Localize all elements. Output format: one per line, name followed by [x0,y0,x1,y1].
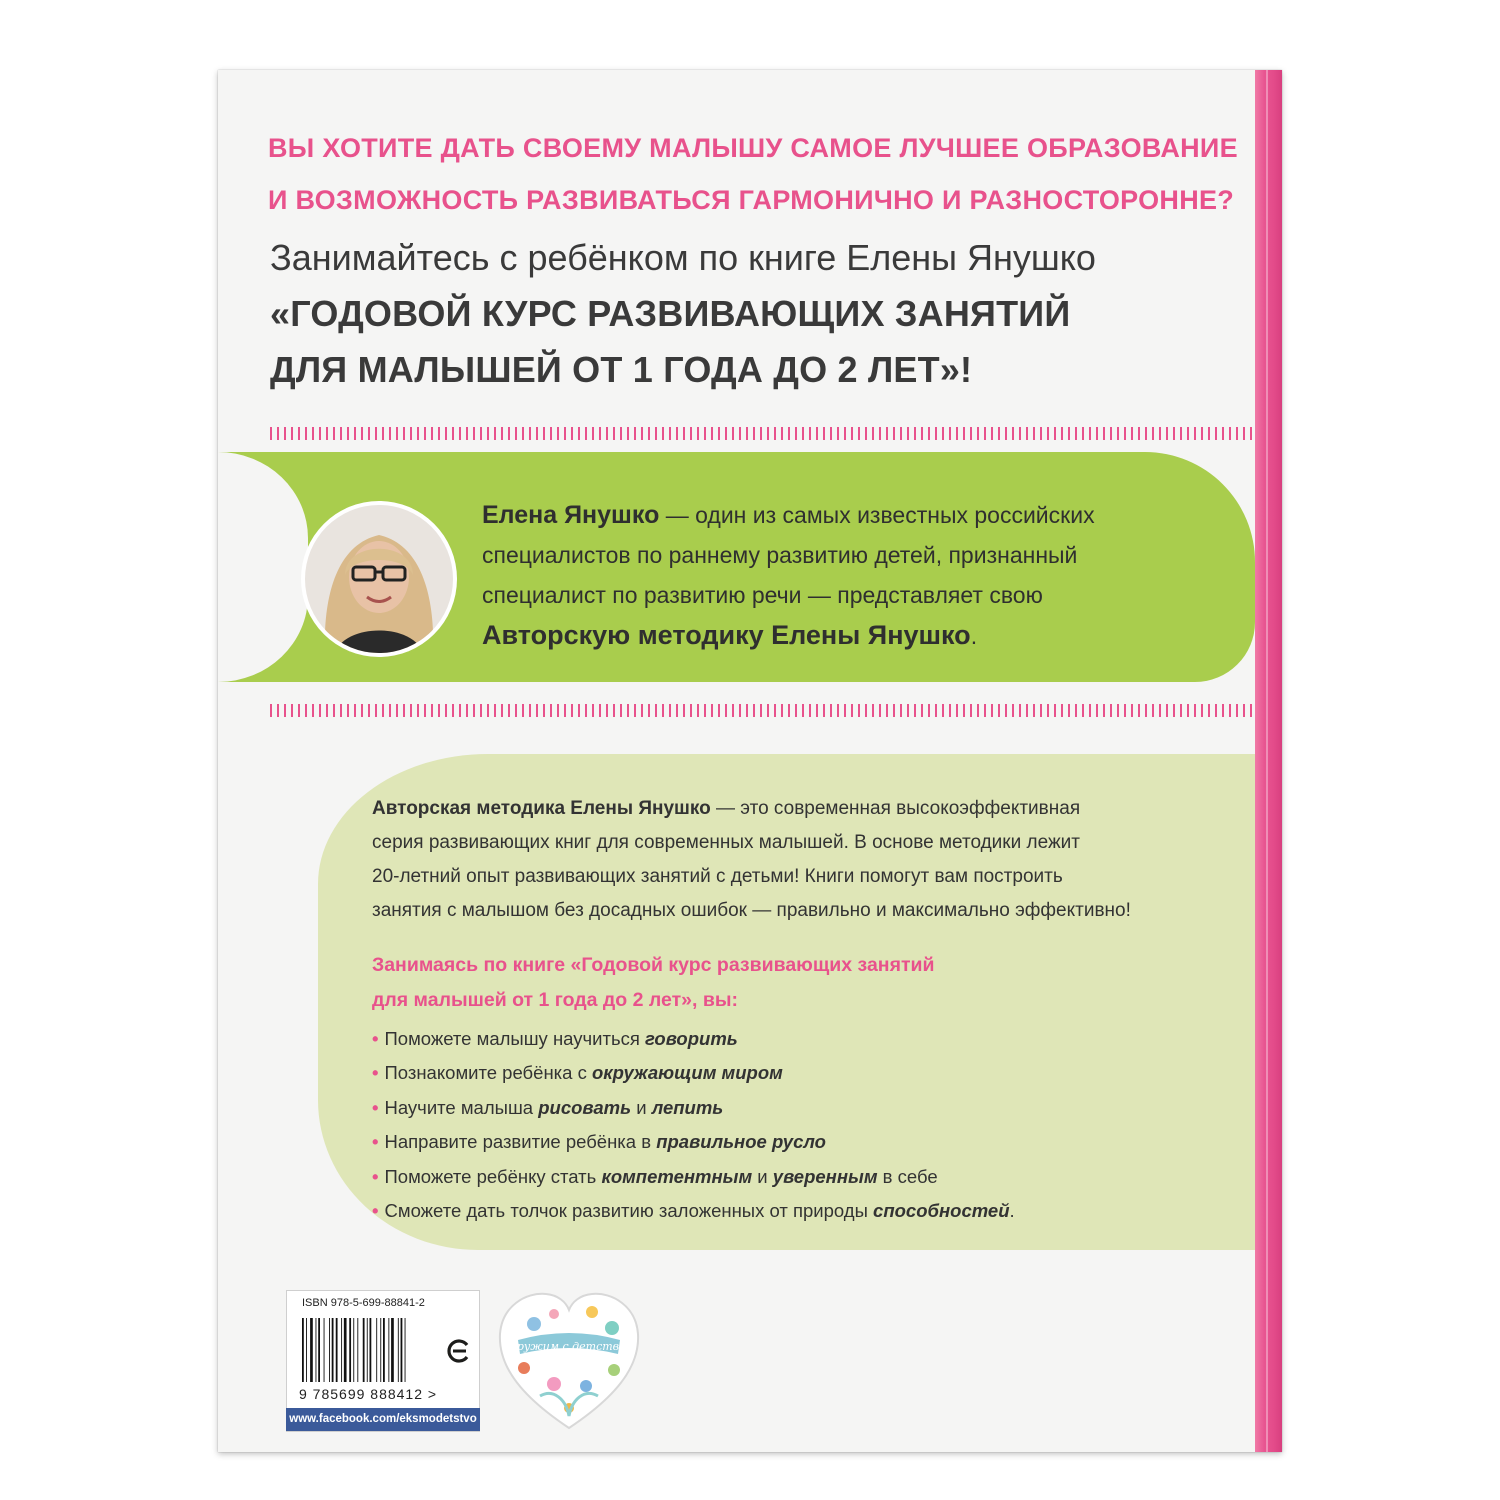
bullet-dot-icon: • [372,1062,379,1084]
barcode-bar [336,1318,338,1382]
benefits-lead-line-2: для малышей от 1 года до 2 лет», вы: [372,989,738,1011]
intro-block [270,230,1230,398]
barcode-bar [318,1318,320,1382]
benefit-after: . [1009,1200,1015,1222]
benefit-before: Направите развитие ребёнка в [384,1131,657,1153]
benefit-item [372,1091,1232,1125]
bullet-dot-icon: • [372,1131,379,1153]
barcode-bar [391,1318,394,1382]
barcode-bar [370,1318,372,1382]
barcode-bar [380,1318,381,1382]
benefit-em1: способностей [873,1200,1010,1222]
barcode-bar [376,1318,377,1382]
description-line-4: занятия с малышом без досадных ошибок — правильно и максимально эффективно! [372,900,1131,921]
bullet-dot-icon: • [372,1165,379,1187]
book-spine [1255,70,1282,1452]
bio-line-3: специалист по развитию речи — представляет свою [482,582,1043,608]
spine-groove [1266,70,1268,1452]
benefit-item [372,1125,1232,1159]
barcode-bar [349,1318,351,1382]
barcode-bar [401,1318,403,1382]
benefit-item [372,1194,1232,1228]
benefit-item [372,1160,1232,1194]
facebook-url: www.facebook.com/eksmodetstvo [286,1408,480,1431]
barcode-bar [329,1318,330,1382]
barcode-bar [388,1318,389,1382]
benefit-em1: рисовать [538,1096,632,1118]
barcode-digits: 9 785699 888412 > [299,1386,438,1402]
benefit-em2: уверенным [772,1165,878,1187]
headline-line-1: ВЫ ХОТИТЕ ДАТЬ СВОЕМУ МАЛЫШУ САМОЕ ЛУЧШЕЕ ОБРАЗОВАНИЕ [268,133,1238,163]
barcode-bar [353,1318,354,1382]
method-name: Авторскую методику Елены Янушко [482,620,971,650]
dashed-divider-top [270,427,1255,440]
benefit-before: Научите малыша [384,1096,539,1118]
barcode [300,1318,440,1382]
benefit-item [372,1022,1232,1056]
book-title-line-2: ДЛЯ МАЛЫШЕЙ ОТ 1 ГОДА ДО 2 ЛЕТ»! [270,349,973,390]
barcode-bar [383,1318,385,1382]
description-line-1: — это современная высокоэффективная [710,798,1081,819]
barcode-bar [357,1318,358,1382]
benefit-em1: окружающим миром [591,1062,783,1084]
description-lead: Авторская методика Елены Янушко [372,798,711,819]
benefit-before: Сможете дать толчок развитию заложенных от природы [384,1200,874,1222]
bio-line-1: — один из самых известных российских [659,502,1095,528]
benefit-item [372,1056,1232,1090]
friendship-sticker [494,1288,644,1436]
bio-line-2: специалистов по раннему развитию детей, признанный [482,542,1078,568]
benefits-lead [372,948,1232,1018]
headline-line-2: И ВОЗМОЖНОСТЬ РАЗВИВАТЬСЯ ГАРМОНИЧНО И РАЗНОСТОРОННЕ? [268,185,1235,215]
description [372,792,1232,928]
benefit-mid: и [631,1096,652,1118]
benefit-after: в себе [877,1165,938,1187]
barcode-bar [316,1318,317,1382]
bullet-dot-icon: • [372,1096,379,1118]
sticker-text: Дружим с детства! [507,1340,631,1353]
benefit-em2: лепить [651,1096,724,1118]
author-name: Елена Янушко [482,501,660,529]
benefit-before: Поможете малышу научиться [384,1028,645,1049]
barcode-bar [302,1318,304,1382]
barcode-bar [344,1318,347,1382]
bullet-dot-icon: • [372,1028,379,1049]
author-photo [305,505,453,653]
isbn-label: ISBN 978-5-699-88841-2 [302,1297,425,1309]
barcode-bar [405,1318,406,1382]
barcode-bar [324,1318,325,1382]
barcode-bar [310,1318,313,1382]
headline [268,122,1238,226]
dashed-divider-bottom [270,704,1255,717]
bullet-dot-icon: • [372,1200,379,1222]
benefit-em1: компетентным [601,1165,753,1187]
benefit-em1: правильное русло [656,1131,826,1153]
benefit-before: Поможете ребёнку стать [384,1165,602,1187]
barcode-bar [367,1318,368,1382]
benefits-lead-line-1: Занимаясь по книге «Годовой курс развивающих занятий [372,954,935,976]
book-title-line-1: «ГОДОВОЙ КУРС РАЗВИВАЮЩИХ ЗАНЯТИЙ [270,293,1071,334]
barcode-bar [332,1318,334,1382]
author-bio [482,495,1242,656]
eksmo-logo-icon [446,1338,472,1364]
description-line-3: 20-летний опыт развивающих занятий с детьми! Книги помогут вам построить [372,866,1063,887]
description-line-2: серия развивающих книг для современных малышей. В основе методики лежит [372,832,1080,853]
barcode-bar [306,1318,307,1382]
barcode-bar [398,1318,399,1382]
intro-line: Занимайтесь с ребёнком по книге Елены Янушко [270,237,1096,278]
benefit-em1: говорить [644,1028,738,1049]
benefit-before: Познакомите ребёнка с [384,1062,592,1084]
barcode-bar [341,1318,342,1382]
barcode-bar [363,1318,365,1382]
benefits-list [372,1022,1232,1228]
method-end: . [970,623,978,649]
benefit-mid: и [752,1165,773,1187]
